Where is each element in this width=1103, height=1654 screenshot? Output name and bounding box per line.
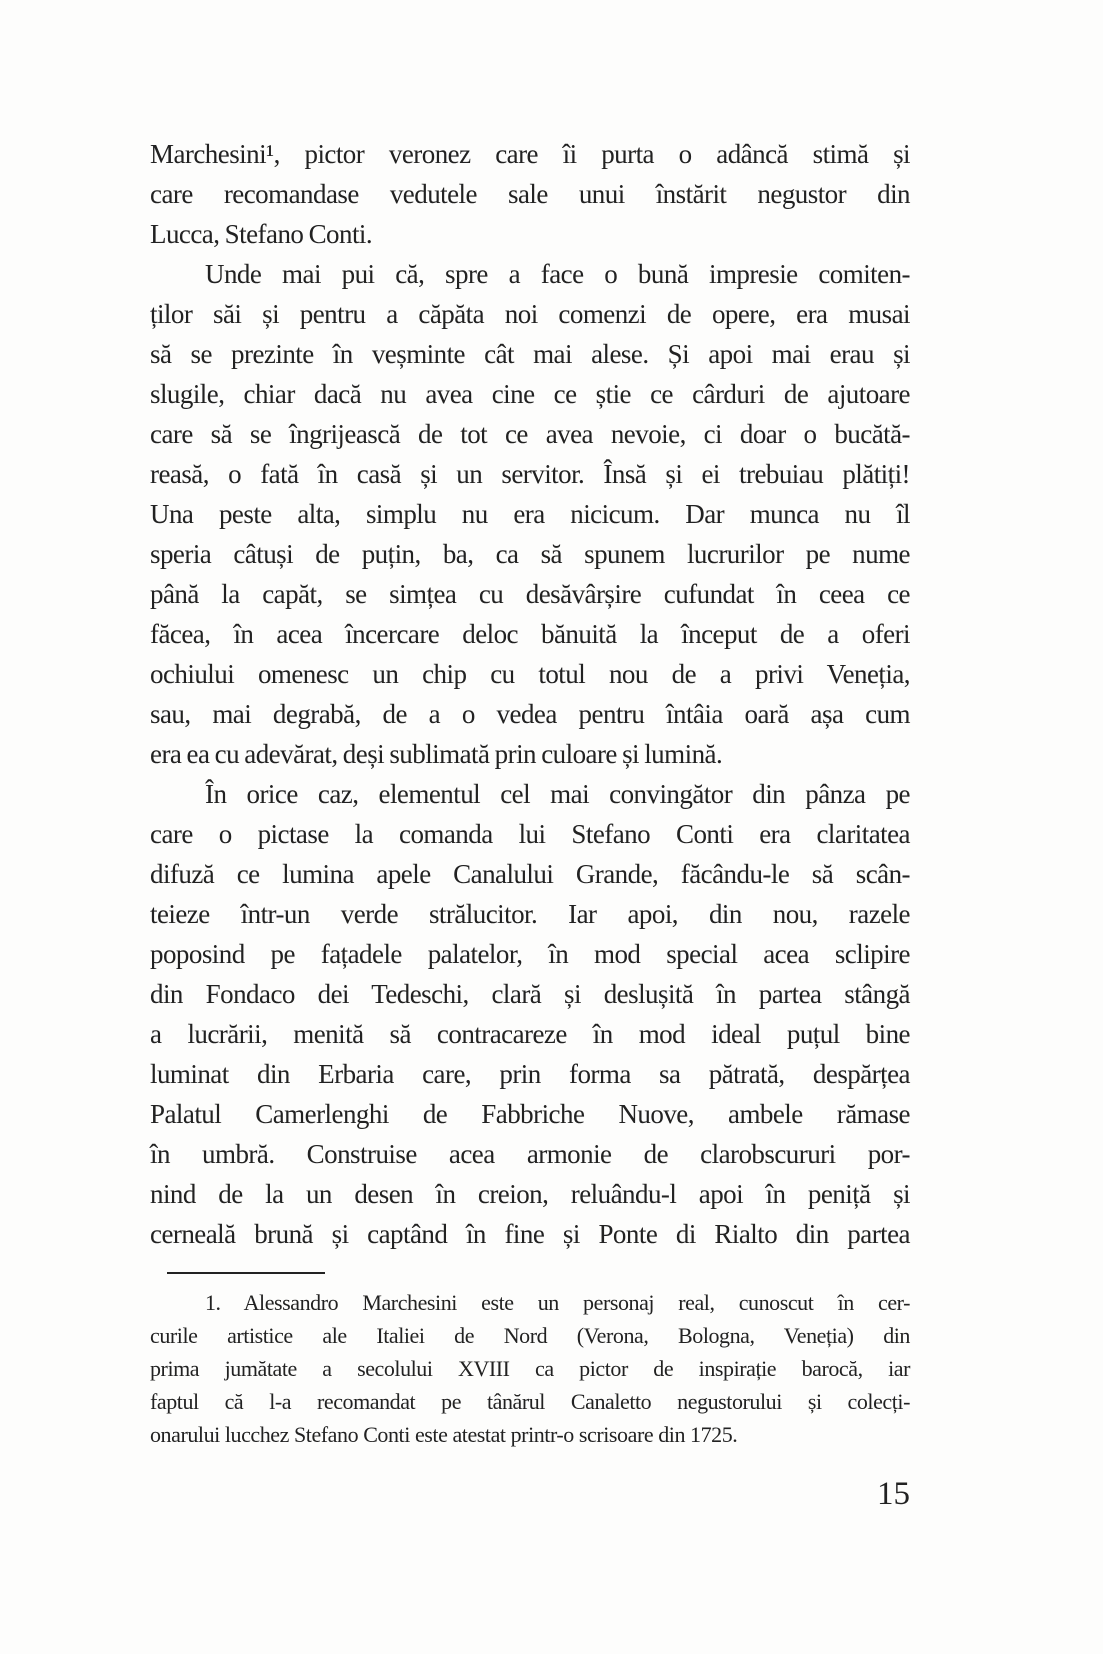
text-line: care să se îngrijească de tot ce avea nevoie, ci doar o bucătă-: [150, 419, 910, 449]
text-line: 1. Alessandro Marchesini este un personaj real, cunoscut în cer-: [205, 1290, 910, 1315]
footnote: [150, 1286, 910, 1451]
text-line: care o pictase la comanda lui Stefano Conti era claritatea: [150, 819, 910, 849]
paragraph: [150, 1286, 910, 1451]
text-line: faptul că l-a recomandat pe tânărul Canaletto negustorului și colecți-: [150, 1389, 910, 1414]
text-line: Unde mai pui că, spre a face o bună impresie comiten-: [205, 259, 910, 289]
text-line: care recomandase vedutele sale unui înstărit negustor din: [150, 179, 910, 209]
footnote-separator: [167, 1272, 325, 1274]
page-number: 15: [877, 1476, 910, 1512]
text-line: sau, mai degrabă, de a o vedea pentru întâia oară așa cum: [150, 699, 910, 729]
text-line: difuză ce lumina apele Canalului Grande, făcându-le să scân-: [150, 859, 910, 889]
text-line: Lucca, Stefano Conti.: [150, 219, 373, 249]
text-line: să se prezinte în veșminte cât mai alese. Și apoi mai erau și: [150, 339, 910, 369]
text-line: din Fondaco dei Tedeschi, clară și deslușită în partea stângă: [150, 979, 910, 1009]
body-text: [150, 134, 910, 1254]
text-line: Palatul Camerlenghi de Fabbriche Nuove, ambele rămase: [150, 1099, 910, 1129]
text-line: făcea, în acea încercare deloc bănuită la început de a oferi: [150, 619, 910, 649]
text-line: era ea cu adevărat, deși sublimată prin culoare și lumină.: [150, 739, 723, 769]
text-line: a lucrării, menită să contracareze în mod ideal puțul bine: [150, 1019, 910, 1049]
text-line: luminat din Erbaria care, prin forma sa pătrată, despărțea: [150, 1059, 910, 1089]
text-line: curile artistice ale Italiei de Nord (Verona, Bologna, Veneția) din: [150, 1323, 910, 1348]
text-line: ților săi și pentru a căpăta noi comenzi de opere, era musai: [150, 299, 910, 329]
text-line: ochiului omenesc un chip cu totul nou de a privi Veneția,: [150, 659, 910, 689]
text-line: poposind pe fațadele palatelor, în mod special acea sclipire: [150, 939, 910, 969]
text-line: slugile, chiar dacă nu avea cine ce știe ce cârduri de ajutoare: [150, 379, 910, 409]
paragraph: [150, 134, 910, 254]
text-line: cerneală brună și captând în fine și Ponte di Rialto din partea: [150, 1219, 910, 1249]
text-line: speria câtuși de puțin, ba, ca să spunem lucrurilor pe nume: [150, 539, 910, 569]
paragraph: [150, 774, 910, 1254]
text-line: prima jumătate a secolului XVIII ca pictor de inspirație barocă, iar: [150, 1356, 910, 1381]
text-line: nind de la un desen în creion, reluându-l apoi în peniță și: [150, 1179, 910, 1209]
text-line: În orice caz, elementul cel mai convingător din pânza pe: [205, 779, 910, 809]
text-line: teieze într-un verde strălucitor. Iar apoi, din nou, razele: [150, 899, 910, 929]
paragraph: [150, 254, 910, 774]
text-line: până la capăt, se simțea cu desăvârșire cufundat în ceea ce: [150, 579, 910, 609]
text-line: reasă, o fată în casă și un servitor. Însă și ei trebuiau plătiți!: [150, 459, 910, 489]
text-line: Marchesini¹, pictor veronez care îi purta o adâncă stimă și: [150, 139, 910, 169]
text-line: onarului lucchez Stefano Conti este atestat printr-o scrisoare din 1725.: [150, 1422, 738, 1447]
text-line: în umbră. Construise acea armonie de clarobscururi por-: [150, 1139, 910, 1169]
text-line: Una peste alta, simplu nu era nicicum. Dar munca nu îl: [150, 499, 910, 529]
